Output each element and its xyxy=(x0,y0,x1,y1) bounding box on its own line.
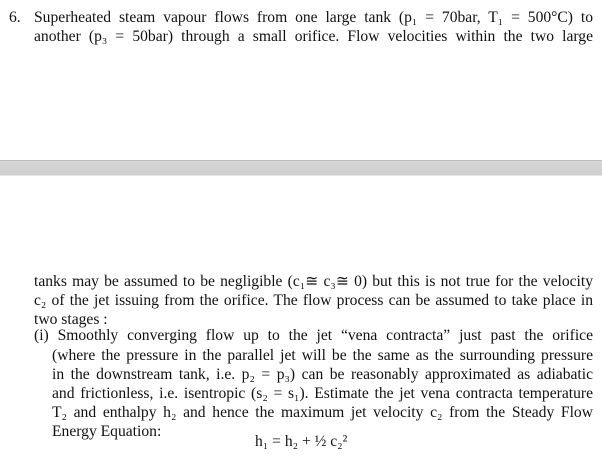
text-line: c₂ of the jet issuing from the orifice. The flow process can be assumed to take place in xyxy=(34,292,593,309)
item-1-body xyxy=(52,346,593,441)
energy-equation: h₁ = h₂ + ½ c₂² xyxy=(255,433,348,450)
item-1-first-line: (i) Smoothly converging flow up to the jet “vena contracta” just past the orifice xyxy=(34,327,593,344)
text-line: (where the pressure in the parallel jet will be the same as the surrounding pressure xyxy=(52,347,593,364)
text-line: another (p₃ = 50bar) through a small orifice. Flow velocities within the two large xyxy=(34,28,593,45)
paragraph-2 xyxy=(34,272,593,329)
text-line: tanks may be assumed to be negligible (c₁≅ c₃≅ 0) but this is not true for the velocity xyxy=(34,273,593,290)
text-line: T₂ and enthalpy h₂ and hence the maximum jet velocity c₂ from the Steady Flow xyxy=(52,404,593,421)
page-divider xyxy=(0,160,602,176)
text-line: two stages : xyxy=(34,311,108,328)
problem-number: 6. xyxy=(9,9,21,26)
text-line: Energy Equation: xyxy=(52,423,162,440)
text-line: Superheated steam vapour flows from one large tank (p₁ = 70bar, T₁ = 500°C) to xyxy=(34,9,593,26)
text-line: in the downstream tank, i.e. p₂ = p₃) can be reasonably approximated as adiabatic xyxy=(52,366,593,383)
text-line: and frictionless, i.e. isentropic (s₂ = s₁). Estimate the jet vena contracta temperature xyxy=(52,385,593,402)
paragraph-1 xyxy=(34,8,593,46)
